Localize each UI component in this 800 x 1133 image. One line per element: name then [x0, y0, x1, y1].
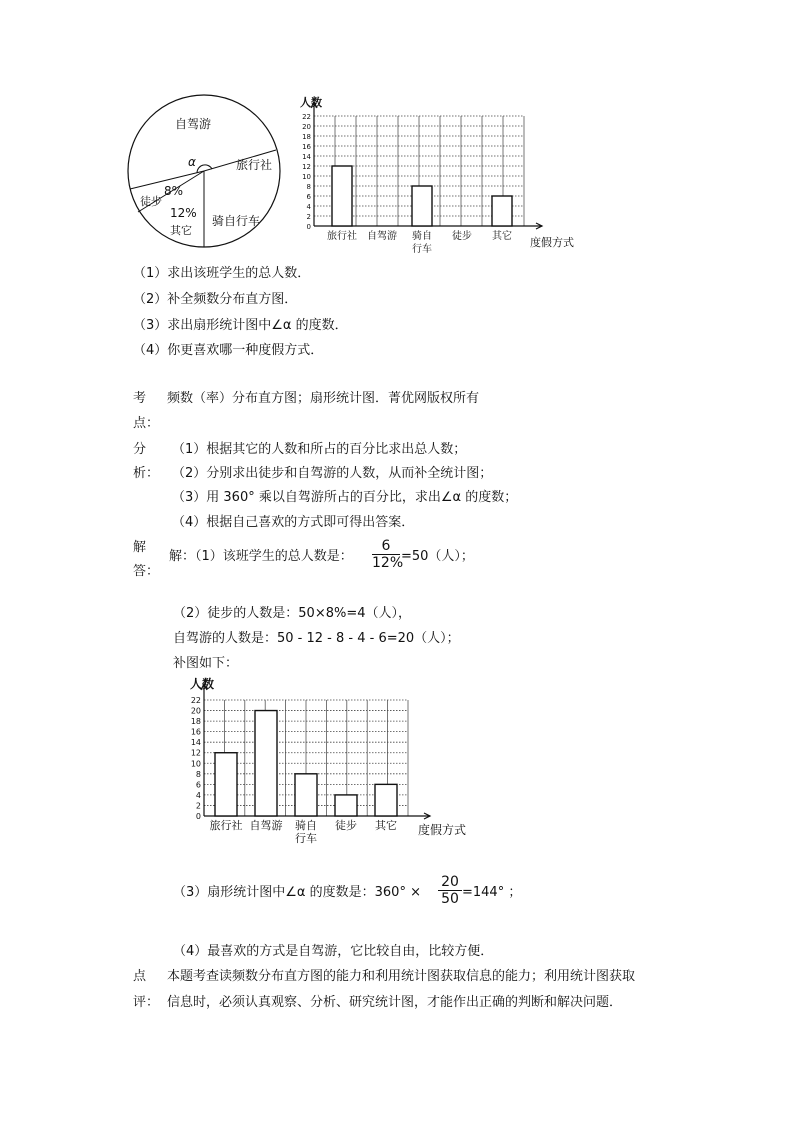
jieda-label-2: 答：	[133, 564, 160, 579]
x-category-label: 骑自	[295, 819, 317, 832]
y-tick-label: 0	[195, 812, 201, 821]
y-axis-label: 人数	[300, 96, 322, 109]
y-tick-label: 8	[195, 769, 201, 779]
jieda-line-1-suffix: =50（人）；	[401, 549, 474, 564]
fenxi-line-1: （1）根据其它的人数和所占的百分比求出总人数；	[172, 442, 467, 457]
bar	[335, 795, 357, 816]
y-tick-label: 20	[302, 123, 311, 131]
bar	[215, 753, 237, 816]
pie-label-qizixingche: 骑自行车	[212, 214, 261, 228]
dianping-label-1: 点	[133, 969, 147, 984]
jieda-line-4: 补图如下：	[173, 656, 239, 671]
kaodian-label-1: 考	[133, 391, 147, 406]
x-category-label: 自驾游	[367, 231, 397, 242]
fenxi-label-1: 分	[133, 442, 147, 457]
pie-percent-12: 12%	[170, 206, 197, 220]
dianping-label-2: 评：	[133, 995, 160, 1010]
y-tick-label: 22	[190, 696, 201, 705]
y-tick-label: 20	[190, 706, 201, 716]
fraction-2-denominator: 50	[438, 890, 462, 907]
y-tick-label: 6	[306, 193, 311, 201]
y-tick-label: 16	[302, 143, 311, 151]
fenxi-line-3: （3）用 360° 乘以自驾游所占的百分比，求出∠α 的度数；	[172, 490, 518, 505]
dianping-line-1: 本题考查读频数分布直方图的能力和利用统计图获取信息的能力；利用统计图获取	[167, 969, 636, 984]
pie-percent-8: 8%	[164, 184, 184, 198]
jieda-line-1-prefix: 解：（1）该班学生的总人数是：	[169, 549, 353, 564]
jieda-label-1: 解	[133, 540, 147, 555]
x-category-label: 行车	[412, 244, 432, 255]
bar	[332, 166, 352, 226]
y-tick-label: 2	[195, 801, 201, 811]
pie-label-lvxingshe: 旅行社	[236, 158, 273, 172]
kaodian-text: 频数（率）分布直方图；扇形统计图．菁优网版权所有	[167, 391, 480, 406]
x-axis-label: 度假方式	[418, 823, 467, 837]
y-tick-label: 6	[195, 780, 201, 790]
bar	[375, 784, 397, 816]
pie-label-qita: 其它	[170, 224, 192, 237]
fenxi-label-2: 析：	[133, 466, 160, 481]
y-tick-label: 18	[302, 133, 311, 141]
x-category-label: 行车	[295, 832, 317, 844]
bar	[492, 196, 512, 226]
question-2: （2）补全频数分布直方图．	[133, 292, 298, 307]
y-tick-label: 2	[306, 213, 311, 221]
y-tick-label: 0	[306, 223, 311, 231]
y-tick-label: 10	[190, 759, 201, 769]
fraction-20-over-50	[438, 874, 462, 907]
question-3: （3）求出扇形统计图中∠α 的度数．	[133, 318, 348, 333]
question-4: （4）你更喜欢哪一种度假方式．	[133, 343, 324, 358]
y-tick-label: 4	[195, 790, 201, 800]
y-tick-label: 4	[306, 203, 311, 211]
kaodian-label-2: 点：	[133, 416, 160, 431]
x-category-label: 旅行社	[209, 819, 243, 832]
fraction-6-over-12pct	[372, 538, 404, 571]
x-category-label: 其它	[375, 819, 397, 832]
y-axis-label: 人数	[190, 677, 215, 691]
fenxi-line-2: （2）分别求出徒步和自驾游的人数，从而补全统计图；	[172, 466, 493, 481]
fraction-1-numerator: 6	[381, 538, 391, 554]
histogram-completed	[168, 676, 468, 844]
bar	[255, 711, 277, 816]
x-category-label: 旅行社	[327, 231, 357, 242]
y-tick-label: 12	[190, 748, 201, 758]
dianping-line-2: 信息时，必须认真观察、分析、研究统计图，才能作出正确的判断和解决问题．	[167, 995, 623, 1010]
y-tick-label: 16	[190, 727, 201, 737]
x-category-label: 自驾游	[249, 819, 283, 832]
y-tick-label: 8	[306, 183, 311, 191]
histogram-original	[284, 92, 584, 262]
x-category-label: 其它	[492, 231, 512, 242]
jieda-line-3: 自驾游的人数是：50 - 12 - 8 - 4 - 6=20（人）；	[173, 631, 460, 646]
pie-label-zijiayou: 自驾游	[175, 117, 212, 131]
x-category-label: 骑自	[412, 231, 432, 242]
y-tick-label: 12	[302, 163, 311, 171]
bar	[412, 186, 432, 226]
x-axis-label: 度假方式	[530, 236, 574, 249]
jieda-line-2: （2）徒步的人数是：50×8%=4（人），	[173, 606, 411, 621]
pie-alpha-label: α	[188, 155, 196, 169]
jieda-line-6: （4）最喜欢的方式是自驾游，它比较自由，比较方便．	[173, 944, 494, 959]
fenxi-line-4: （4）根据自己喜欢的方式即可得出答案．	[172, 515, 415, 530]
y-tick-label: 18	[190, 717, 201, 727]
y-tick-label: 14	[302, 153, 311, 161]
y-tick-label: 14	[190, 738, 201, 748]
x-category-label: 徒步	[335, 819, 357, 832]
x-category-label: 徒步	[452, 231, 472, 242]
pie-label-tubu: 徒步	[140, 195, 162, 208]
fraction-1-denominator: 12%	[372, 555, 404, 571]
jieda-line-5-prefix: （3）扇形统计图中∠α 的度数是：360° ×	[173, 885, 421, 900]
question-1: （1）求出该班学生的总人数．	[133, 266, 311, 281]
y-tick-label: 10	[302, 173, 311, 181]
y-tick-label: 22	[302, 113, 311, 121]
pie-chart	[120, 92, 290, 262]
jieda-line-5-suffix: =144° ；	[462, 885, 522, 900]
fraction-2-numerator: 20	[441, 874, 459, 890]
bar	[295, 774, 317, 816]
